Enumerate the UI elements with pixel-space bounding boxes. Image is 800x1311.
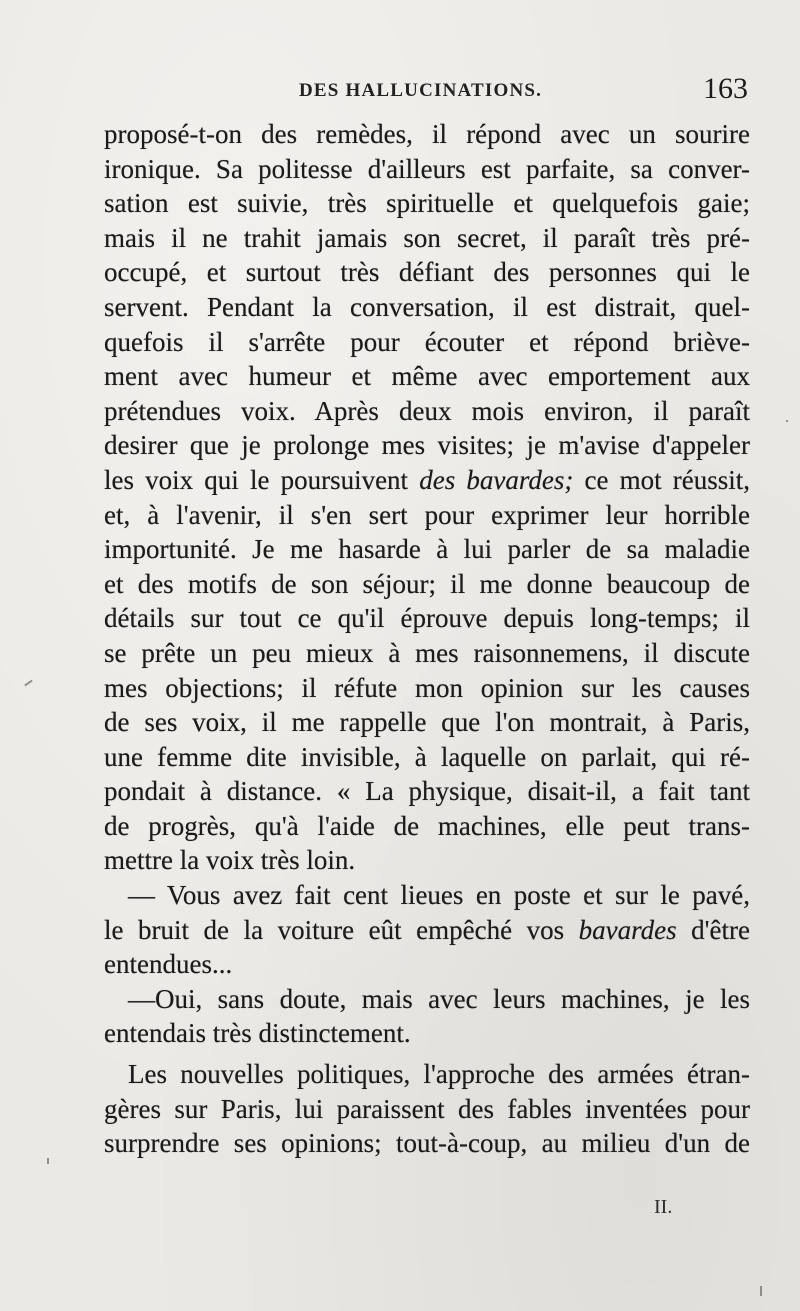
text-line: quefois il s'arrête pour écouter et répond brièvе-: [104, 326, 750, 357]
italic-term: bavardes: [578, 914, 677, 945]
body-text: [104, 117, 750, 1161]
text-line: desirer que je prolonge mes visites; je m'avise d'appeler: [104, 430, 750, 461]
page-number: 163: [703, 72, 748, 105]
italic-term: des bavardes;: [419, 464, 574, 495]
text-line: —Oui, sans doute, mais avec leurs machines, je les: [128, 983, 750, 1014]
text-line: ment avec humeur et même avec emportement aux: [104, 361, 750, 392]
text-line: le bruit de la voiture eût empêché vos bavardes d'être: [104, 914, 751, 945]
text-line: une femme dite invisible, à laquelle on parlait, qui ré-: [104, 741, 750, 772]
text-line: et des motifs de son séjour; il me donne beaucoup de: [104, 568, 750, 599]
text-line: mettre la voix très loin.: [104, 845, 356, 876]
text-line: entendues...: [104, 949, 233, 980]
text-line: de ses voix, il me rappelle que l'on montrait, à Paris,: [104, 707, 750, 738]
text-line: se prête un peu mieux à mes raisonnemens, il discute: [104, 637, 750, 668]
text-line: Les nouvelles politiques, l'approche des armées étran-: [128, 1059, 750, 1090]
text-line: servent. Pendant la conversation, il est distrait, quel-: [104, 291, 750, 322]
print-speck: [760, 1286, 762, 1296]
text-line: entendais très distinctement.: [104, 1018, 411, 1049]
text-line: détails sur tout ce qu'il éprouve depuis long-temps; il: [104, 603, 750, 634]
text-line: gères sur Paris, lui paraissent des fables inventées pour: [104, 1093, 750, 1124]
text-line: pondait à distance. « La physique, disait-il, a fait tant: [104, 776, 750, 807]
text-line: ironique. Sa politesse d'ailleurs est parfaite, sa conver-: [104, 153, 750, 184]
text-line: prétendues voix. Après deux mois environ, il paraît: [104, 395, 750, 426]
signature-mark: II.: [654, 1196, 673, 1218]
print-speck: [47, 1158, 49, 1164]
print-speck: [786, 420, 788, 422]
text-line: et, à l'avenir, il s'en sert pour exprimer leur horrible: [104, 499, 750, 530]
print-speck: [24, 680, 33, 687]
text-line: de progrès, qu'à l'aide de machines, elle peut trans-: [104, 810, 750, 841]
text-line: importunité. Je me hasarde à lui parler de sa maladie: [104, 534, 750, 565]
text-line: surprendre ses opinions; tout-à-coup, au milieu d'un de: [104, 1128, 750, 1159]
running-title: DES HALLUCINATIONS.: [299, 80, 543, 101]
text-line: occupé, et surtout très défiant des personnes qui le: [104, 257, 750, 288]
text-line: proposé-t-on des remèdes, il répond avec un sourire: [104, 119, 750, 149]
text-line: les voix qui le poursuivent des bavardes; ce mot réussit,: [104, 464, 751, 495]
text-line: mes objections; il réfute mon opinion sur les causes: [104, 672, 750, 703]
text-line: — Vous avez fait cent lieues en poste et sur le pavé,: [128, 880, 750, 911]
running-head: [104, 72, 750, 112]
text-line: sation est suivie, très spirituelle et quelquefois gaie;: [104, 188, 750, 219]
text-line: mais il ne trahit jamais son secret, il paraît très pré-: [104, 222, 750, 253]
